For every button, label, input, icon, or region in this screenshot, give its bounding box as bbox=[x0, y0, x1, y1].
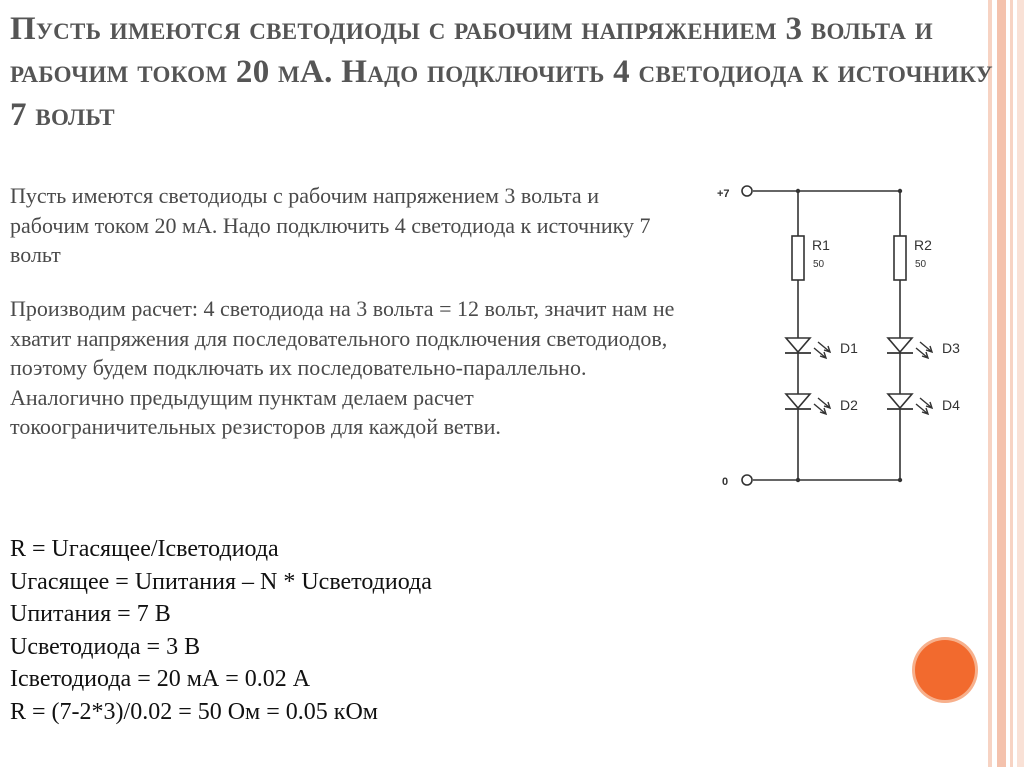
terminal-zero bbox=[742, 475, 752, 485]
resistor-r2-value: 50 bbox=[915, 259, 927, 270]
terminal-plus bbox=[742, 186, 752, 196]
terminal-plus-label: +7 bbox=[717, 188, 730, 200]
resistor-r1-label: R1 bbox=[812, 237, 830, 253]
diode-d2-label: D2 bbox=[840, 397, 858, 413]
circuit-diagram bbox=[712, 178, 982, 498]
diode-d1 bbox=[785, 338, 830, 358]
decor-stripe bbox=[1017, 0, 1024, 767]
junction-dot bbox=[796, 478, 800, 482]
diode-d4 bbox=[887, 394, 932, 414]
resistor-r2 bbox=[894, 236, 906, 280]
decor-orange-circle bbox=[915, 640, 975, 700]
diode-d1-label: D1 bbox=[840, 340, 858, 356]
junction-dot bbox=[898, 478, 902, 482]
diode-d3-label: D3 bbox=[942, 340, 960, 356]
resistor-r1 bbox=[792, 236, 804, 280]
terminal-zero-label: 0 bbox=[722, 476, 729, 488]
formula-line: Uпитания = 7 В bbox=[10, 601, 171, 627]
formula-line: R = (7-2*3)/0.02 = 50 Ом = 0.05 кОм bbox=[10, 698, 378, 725]
decor-stripe bbox=[1010, 0, 1013, 767]
formula-line: Uсветодиода = 3 В bbox=[10, 633, 201, 660]
paragraph-problem: Пусть имеются светодиоды с рабочим напряжением 3 вольта и рабочим током 20 мА. Надо подключить 4 светодиода к источнику 7 вольт bbox=[10, 183, 651, 267]
diode-d4-label: D4 bbox=[942, 397, 960, 413]
formula-line: Uгасящее = Uпитания – N * Uсветодиода bbox=[10, 568, 432, 595]
junction-dot bbox=[796, 189, 800, 193]
resistor-r1-value: 50 bbox=[813, 259, 825, 270]
junction-dot bbox=[898, 189, 902, 193]
resistor-r2-label: R2 bbox=[914, 237, 932, 253]
slide-title: Пусть имеются светодиоды с рабочим напряжением 3 вольта и рабочим током 20 мА. Надо подключить 4 светодиода к источнику 7 вольт bbox=[10, 11, 993, 133]
diode-d3 bbox=[887, 338, 932, 358]
formula-line: R = Uгасящее/Iсветодиода bbox=[10, 536, 279, 562]
diode-d2 bbox=[785, 394, 830, 414]
formula-list bbox=[10, 533, 650, 728]
formula-line: Iсветодиода = 20 мА = 0.02 А bbox=[10, 666, 311, 692]
paragraph-explanation: Производим расчет: 4 светодиода на 3 вольта = 12 вольт, значит нам не хватит напряжения для последовательного подключения светодиодов, поэтому будем подключать их последовательно-параллельно. Аналогично предыдущим пунктам делаем расчет токоограничительных резисторов для каждой ветви. bbox=[10, 296, 675, 439]
